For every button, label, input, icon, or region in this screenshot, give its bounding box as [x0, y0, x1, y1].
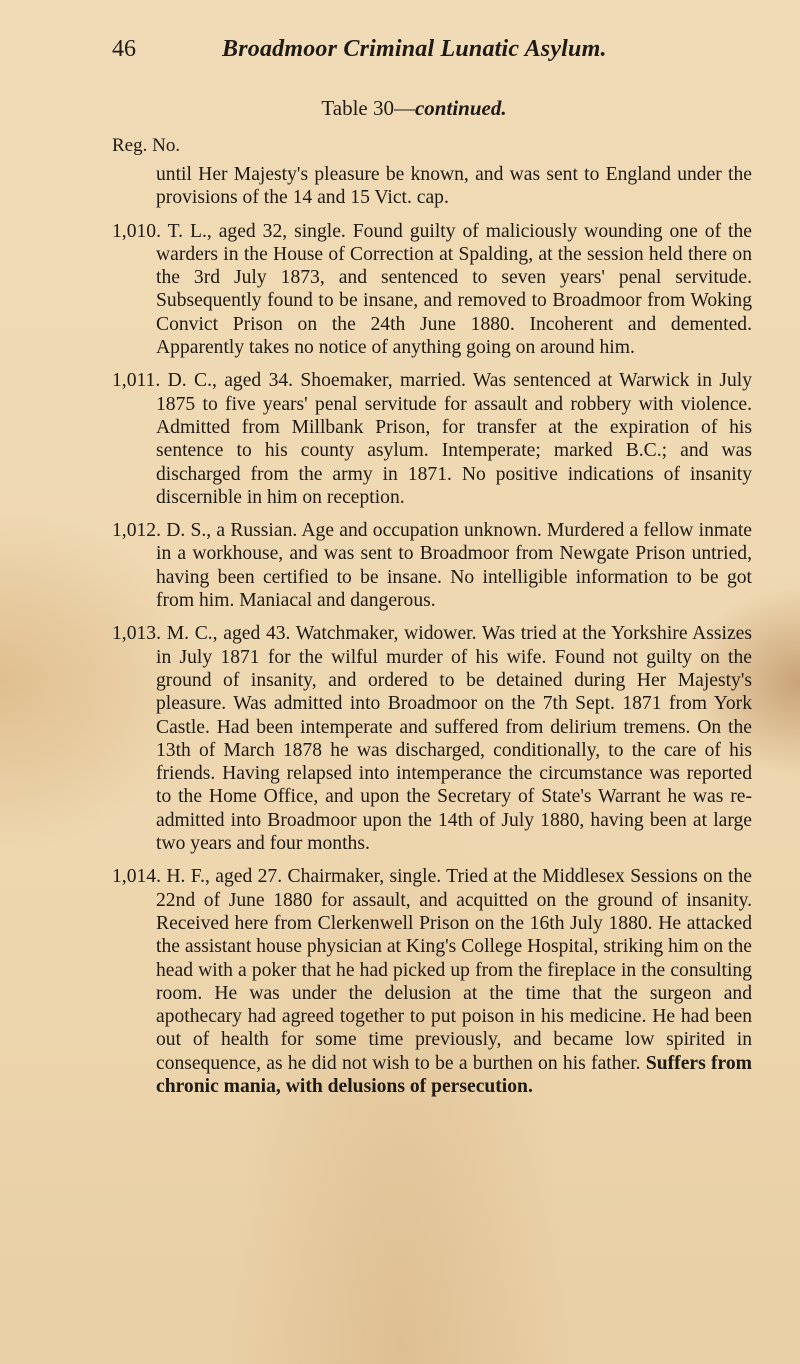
- entry-1010: [112, 220, 752, 360]
- entry-1011: [112, 369, 752, 509]
- entry-1012: [112, 519, 752, 612]
- entry-text: H. F., aged 27. Chairmaker, single. Tried at the Middlesex Sessions on the 22nd of June 1880 for assault, and acquitted on the ground of insanity. Received here from Clerkenwell Prison on the 16th July 1880. He attacked the assistant house physician at King's College Hospital, striking him on the head with a poker that he had picked up from the fireplace in the consulting room. He was under the delusion at the time that the surgeon and apothecary had agreed together to put poison in his medicine. He had been out of health for some time previously, and became low spirited in consequence, as he did not wish to be a burthen on his father.: [156, 866, 752, 1074]
- entry-text: M. C., aged 43. Watchmaker, widower. Was tried at the Yorkshire Assizes in July 1871 for the wilful murder of his wife. Found not guilty on the ground of insanity, and ordered to be detained during Her Majesty's pleasure. Was admitted into Broadmoor on the 7th Sept. 1871 from York Castle. Had been intemperate and suffered from delirium tremens. On the 13th of March 1878 he was discharged, conditionally, to the care of his friends. Having relapsed into intemperance the circumstance was reported to the Home Office, and upon the Secretary of State's Warrant he was re-admitted into Broadmoor upon the 14th of July 1880, having been at large two years and four months.: [156, 623, 752, 855]
- entry-text: D. S., a Russian. Age and occupation unknown. Murdered a fellow inmate in a workhouse, and was sent to Broadmoor from Newgate Prison untried, having been certified to be insane. No intelligible information to be got from him. Maniacal and dangerous.: [156, 520, 753, 612]
- entry-text: D. C., aged 34. Shoemaker, married. Was sentenced at Warwick in July 1875 to five years' penal servitude for assault and robbery with violence. Admitted from Millbank Prison, for transfer at the expiration of his sentence to his county asylum. Intemperate; marked B.C.; and was discharged from the army in 1871. No positive indications of insanity discernible in him on reception.: [156, 370, 752, 508]
- reg-no-column-label: Reg. No.: [112, 135, 181, 156]
- entry-1014: [112, 865, 752, 1098]
- entry-number: 1,011.: [112, 370, 161, 392]
- book-title: Broadmoor Criminal Lunatic Asylum.: [222, 36, 607, 62]
- continued-label: continued.: [414, 96, 507, 120]
- entry-number: 1,014.: [112, 866, 161, 888]
- table-label: Table 30: [321, 96, 394, 120]
- caption-dash: —: [393, 96, 415, 120]
- running-head: [112, 36, 632, 70]
- table-caption: [0, 96, 800, 121]
- entry-number: 1,010.: [112, 220, 161, 242]
- continuation-paragraph: [112, 163, 752, 210]
- entry-bold-conclusion: Suffers from chronic mania, with delusions of persecution.: [156, 1052, 752, 1097]
- entry-number: 1,012.: [112, 520, 161, 542]
- entries-body: [112, 163, 752, 1108]
- entry-number: 1,013.: [112, 623, 161, 645]
- entry-1013: [112, 622, 752, 855]
- continuation-text: until Her Majesty's pleasure be known, and was sent to England under the provisions of the 14 and 15 Vict. cap.: [156, 164, 752, 209]
- page-number: 46: [112, 36, 136, 62]
- entry-text: T. L., aged 32, single. Found guilty of maliciously wounding one of the warders in the House of Correction at Spalding, at the session held there on the 3rd July 1873, and sentenced to seven years' penal servitude. Subsequently found to be insane, and removed to Broadmoor from Woking Convict Prison on the 24th June 1880. Incoherent and demented. Apparently takes no notice of anything going on around him.: [156, 220, 752, 359]
